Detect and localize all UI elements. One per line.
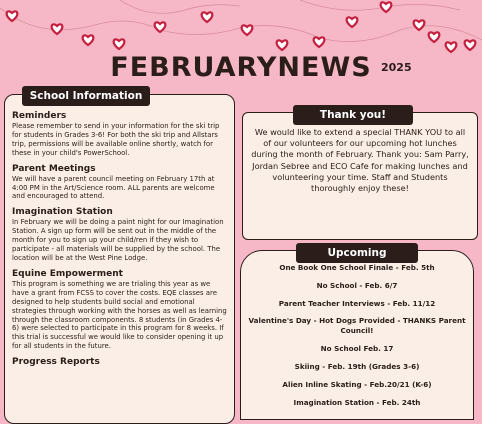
info-section [12,206,228,263]
info-section-title: Reminders [12,111,67,121]
thank-you-heading: Thank you! [293,105,413,125]
info-section-title: Imagination Station [12,207,113,218]
thank-you-text: We would like to extend a special THANK YOU to all of our volunteers for our upcoming hot lunches during the month of February. Thank you: Sam Parry, Jordan Sebree and ECO Cafe for making lunches and volunteering your time. Staff and Students thoroughly enjoy these! [251,127,469,194]
info-section [12,110,228,158]
upcoming-item: No School - Feb. 6/7 [316,280,398,290]
upcoming-item: Skiing - Feb. 19th (Grades 3-6) [294,361,420,371]
info-section-body: This program is something we are trialing this year as we have a grant from FCSS to cover the costs. EQE classes are designed to help students build social and emotional strategies through working with the horses as well as learning through the classroom components. 8 students (in Grades 4-6) were selected to participate in this program for 8 weeks. If this trial is successful we would like to consider opening it up for all students in the future. [12,279,227,351]
upcoming-item: Valentine's Day - Hot Dogs Provided - THANKS Parent Council! [248,316,466,336]
info-section [12,268,228,351]
heart-icon [347,17,358,27]
heart-icon [202,12,213,22]
info-section-title: Progress Reports [12,357,100,368]
info-section-title: Equine Empowerment [12,268,123,279]
info-section-title: Parent Meetings [12,163,96,174]
heart-icon [52,24,63,34]
school-information-heading: School Information [22,86,150,106]
info-section [12,163,228,202]
info-section [12,356,228,368]
heart-icon [7,11,18,21]
upcoming-item: No School Feb. 17 [320,344,394,354]
upcoming-heading: Upcoming [296,243,418,263]
thank-you-panel [242,112,478,240]
upcoming-panel [240,250,474,420]
title-year: 2025 [381,61,412,74]
heart-icon [446,42,457,52]
heart-icon [242,25,253,35]
heart-icon [314,37,325,47]
upcoming-item: Alien Inline Skating - Feb.20/21 (K-6) [282,379,432,389]
info-section-body: In February we will be doing a paint night for our Imagination Station. A sign up form will be sent out in the middle of the month for you to sign up your child/ren if they wish to participate - all materials will be supplied by the school. The location will be at the West Pine Lodge. [12,218,224,262]
heart-icon [277,40,288,50]
school-information-panel [4,94,235,424]
info-section-body: Please remember to send in your information for the ski trip for students in Grades 3-6! For both the ski trip and Allstars trip, permissions will be available online shortly, watch for these in your child's PowerSchool. [12,122,220,157]
info-section-body: We will have a parent council meeting on February 17th at 4:00 PM in the Art/Science room. ALL parents are welcome and encouraged to attend. [12,174,215,201]
heart-icon [114,39,125,49]
upcoming-item: Imagination Station - Feb. 24th [293,397,421,407]
heart-garland [0,0,482,60]
upcoming-list [245,263,469,408]
upcoming-item: One Book One School Finale - Feb. 5th [279,263,435,272]
upcoming-item: Parent Teacher Interviews - Feb. 11/12 [278,298,436,308]
heart-icon [381,2,392,12]
heart-icon [465,40,476,50]
newsletter-title [0,52,482,83]
heart-icon [429,32,440,42]
heart-icon [83,35,94,45]
school-information-sections [12,110,228,368]
title-text: FEBRUARYNEWS [110,52,372,83]
heart-icon [414,20,425,30]
